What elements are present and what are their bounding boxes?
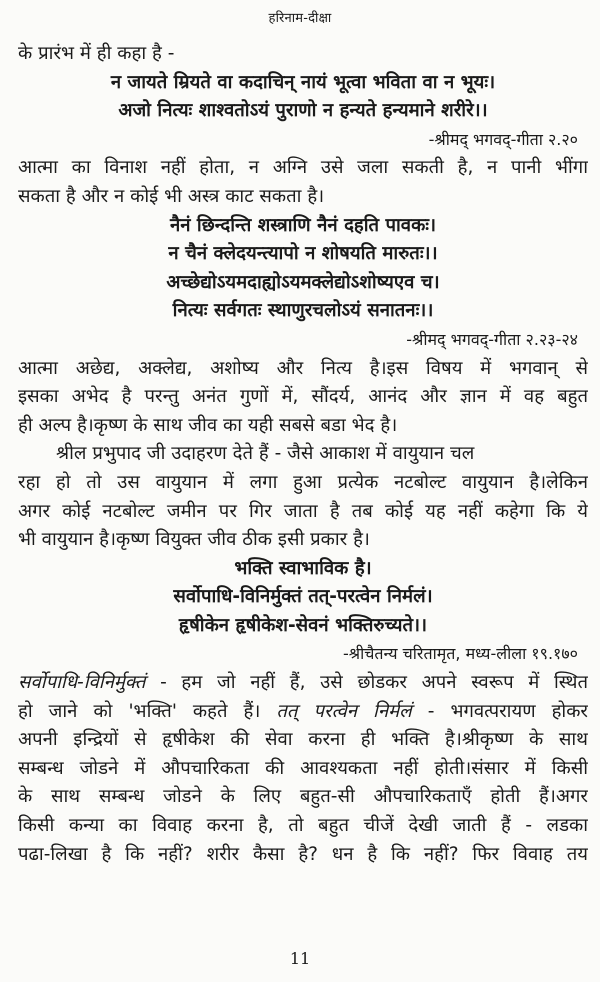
- text-line: श्रील प्रभुपाद जी उदाहरण देते हैं - जैसे आकाश में वायुयान चल: [56, 443, 475, 465]
- text-line: भी वायुयान है।कृष्ण वियुक्त जीव ठीक इसी प्रकार है।: [18, 529, 370, 551]
- text-segment: - हम जो नहीं हैं, उसे छोडकर अपने स्वरूप में स्थित: [145, 672, 588, 694]
- verse-line: नैनं छिन्दन्ति शस्त्राणि नैनं दहति पावकः।: [169, 214, 437, 236]
- text-line: [18, 669, 588, 698]
- text-line: सकता है और न कोई भी अस्त्र काट सकता है।: [18, 185, 325, 207]
- text-segment: - भगवत्परायण होकर: [411, 700, 588, 722]
- verse-line: नित्यः सर्वगतः स्थाणुरचलोऽयं सनातनः।।: [172, 300, 434, 322]
- text-line: आत्मा का विनाश नहीं होता, न अग्नि उसे जला सकती है, न पानी भींगा: [18, 157, 588, 179]
- text-line: अगर कोई नटबोल्ट जमीन पर गिर जाता है तब कोई यह नहीं कहेगा कि ये: [18, 500, 588, 522]
- text-line: रहा हो तो उस वायुयान में लगा हुआ प्रत्येक नटबोल्ट वायुयान है।लेकिन: [18, 471, 588, 493]
- text-line: के साथ सम्बन्ध जोडने के लिए बहुत-सी औपचारिकताएँ होती हैं।अगर: [18, 786, 588, 808]
- text-line: अपनी इन्द्रियों से हृषीकेश की सेवा करना ही भक्ति है।श्रीकृष्ण के साथ: [18, 729, 588, 751]
- text-segment: हो जाने को 'भक्ति' कहते हैं।: [18, 700, 277, 722]
- text-line: आत्मा अछेद्य, अक्लेद्य, अशोष्य और नित्य है।इस विषय में भगवान् से: [18, 357, 588, 379]
- text-line: पढा-लिखा है कि नहीं? शरीर कैसा है? धन है कि नहीं? फिर विवाह तय: [18, 843, 588, 865]
- italic-term: सर्वोपाधि-विनिर्मुक्तं: [18, 672, 146, 694]
- text-line: इसका अभेद है परन्तु अनंत गुणों में, सौंदर्य, आनंद और ज्ञान में वह बहुत: [18, 386, 588, 408]
- citation-line: -श्रीचैतन्य चरितामृत, मध्य-लीला १९.१७०: [343, 644, 578, 664]
- page-number: 11: [289, 949, 311, 968]
- verse-line: न जायते म्रियते वा कदाचिन् नायं भूत्वा भविता वा न भूयः।: [110, 71, 496, 93]
- verse-line: हृषीकेन हृषीकेश-सेवनं भक्तिरुच्यते।।: [178, 614, 428, 636]
- verse-line: न चैनं क्लेदयन्त्यापो न शोषयति मारुतः।।: [168, 243, 438, 265]
- page-body: [18, 40, 588, 869]
- text-line: के प्रारंभ में ही कहा है -: [18, 43, 175, 64]
- text-line: ही अल्प है।कृष्ण के साथ जीव का यही सबसे बडा भेद है।: [18, 414, 398, 436]
- citation-line: -श्रीमद् भगवद्-गीता २.२३-२४: [406, 329, 578, 349]
- citation-line: -श्रीमद् भगवद्-गीता २.२०: [428, 129, 578, 149]
- text-line: सम्बन्ध जोडने में औपचारिकता की आवश्यकता नहीं होती।संसार में किसी: [18, 757, 588, 779]
- text-line: किसी कन्या का विवाह करना है, तो बहुत चीजें देखी जाती हैं - लडका: [18, 815, 588, 837]
- verse-line: अजो नित्यः शाश्वतोऽयं पुराणो न हन्यते हन्यमाने शरीरे।।: [118, 100, 488, 122]
- italic-term: तत् परत्वेन निर्मलं: [276, 700, 412, 722]
- verse-line: सर्वोपाधि-विनिर्मुक्तं तत्-परत्वेन निर्मलं।: [173, 586, 433, 608]
- running-head: हरिनाम-दीक्षा: [268, 11, 332, 26]
- verse-line: भक्ति स्वाभाविक है।: [234, 557, 372, 579]
- text-line: [18, 698, 588, 727]
- verse-line: अच्छेद्योऽयमदाह्योऽयमक्लेद्योऽशोष्यएव च।: [166, 271, 440, 293]
